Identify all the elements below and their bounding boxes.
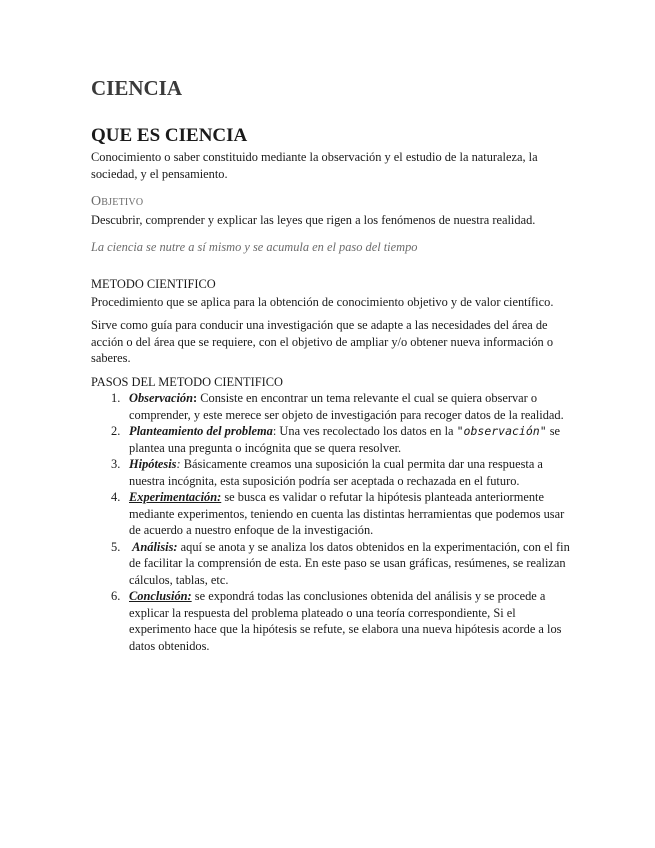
- step-text: se expondrá todas las conclusiones obtenida del análisis y se procede a explicar la respuesta del problema plateado o una teoría correspondiente, Si el experimento hace que la hipótesis se refute, se elabora una nueva hipótesis acorde a los datos obtenidos.: [129, 589, 562, 653]
- list-item: [91, 423, 571, 456]
- list-item: [91, 456, 571, 489]
- document-body: [91, 74, 571, 654]
- step-text: aquí se anota y se analiza los datos obtenidos en la experimentación, con el fin de facilitar la comprensión de esta. En este paso se usan gráficas, resúmenes, se realizan cálculos, tablas, etc.: [129, 539, 570, 587]
- step-text: Consiste en encontrar un tema relevante el cual se quiera observar o comprender, y este merece ser objeto de investigación para recoger datos de la realidad.: [129, 391, 564, 422]
- step-text: Una ves recolectado los datos en la: [276, 424, 457, 438]
- step-text: se busca es validar o refutar la hipótesis planteada anteriormente mediante experimentos, teniendo en cuenta las distintas herramientas que podemos usar de acuerdo a nuestro enfoque de la investigación.: [129, 490, 565, 537]
- list-item: [91, 588, 571, 654]
- list-number: 3.: [111, 457, 121, 471]
- method-paragraph-1: Procedimiento que se aplica para la obtención de conocimiento objetivo y de valor científico.: [91, 294, 554, 309]
- steps-list: [91, 390, 571, 654]
- section-heading-que-es-ciencia: QUE ES CIENCIA: [91, 125, 248, 146]
- list-item: [91, 390, 571, 423]
- document-title: CIENCIA: [91, 76, 183, 100]
- objective-paragraph: Descubrir, comprender y explicar las leyes que rigen a los fenómenos de nuestra realidad.: [91, 213, 536, 227]
- step-quoted-term: "observación": [456, 424, 547, 438]
- step-term: Observación: [129, 391, 194, 405]
- quote-text: La ciencia se nutre a sí mismo y se acumula en el paso del tiempo: [91, 239, 418, 254]
- step-text: Básicamente creamos una suposición la cual permita dar una respuesta a nuestra incógnita, esta suposición podría ser aceptada o rechazada en el futuro.: [129, 457, 543, 488]
- step-text-continued: se plantea una pregunta o incógnita que se quera resolver.: [129, 424, 561, 455]
- list-number: 6.: [111, 589, 121, 603]
- method-paragraph-2: Sirve como guía para conducir una investigación que se adapte a las necesidades del área de acción o del área que se requiere, con el objetivo de ampliar y/o obtener nueva información o saberes.: [91, 318, 554, 365]
- list-number: 5.: [111, 539, 121, 554]
- list-number: 4.: [111, 490, 121, 504]
- step-term: Conclusión:: [129, 589, 192, 603]
- step-separator: :: [193, 391, 198, 405]
- list-number: 1.: [111, 391, 121, 405]
- step-term: Análisis:: [132, 539, 178, 554]
- list-item: [91, 539, 571, 589]
- steps-heading: PASOS DEL METODO CIENTIFICO: [91, 374, 283, 389]
- step-term: Hipótesis: [129, 457, 177, 471]
- step-term: Planteamiento del problema: [129, 424, 273, 438]
- step-separator: :: [176, 457, 181, 471]
- definition-paragraph: Conocimiento o saber constituido mediante la observación y el estudio de la naturaleza, la sociedad, y el pensamiento.: [91, 150, 538, 181]
- step-term: Experimentación:: [129, 490, 222, 504]
- objective-heading: Objetivo: [91, 194, 144, 209]
- method-heading: METODO CIENTIFICO: [91, 277, 216, 291]
- step-separator: :: [272, 424, 277, 438]
- list-item: [91, 489, 571, 539]
- list-number: 2.: [111, 424, 121, 438]
